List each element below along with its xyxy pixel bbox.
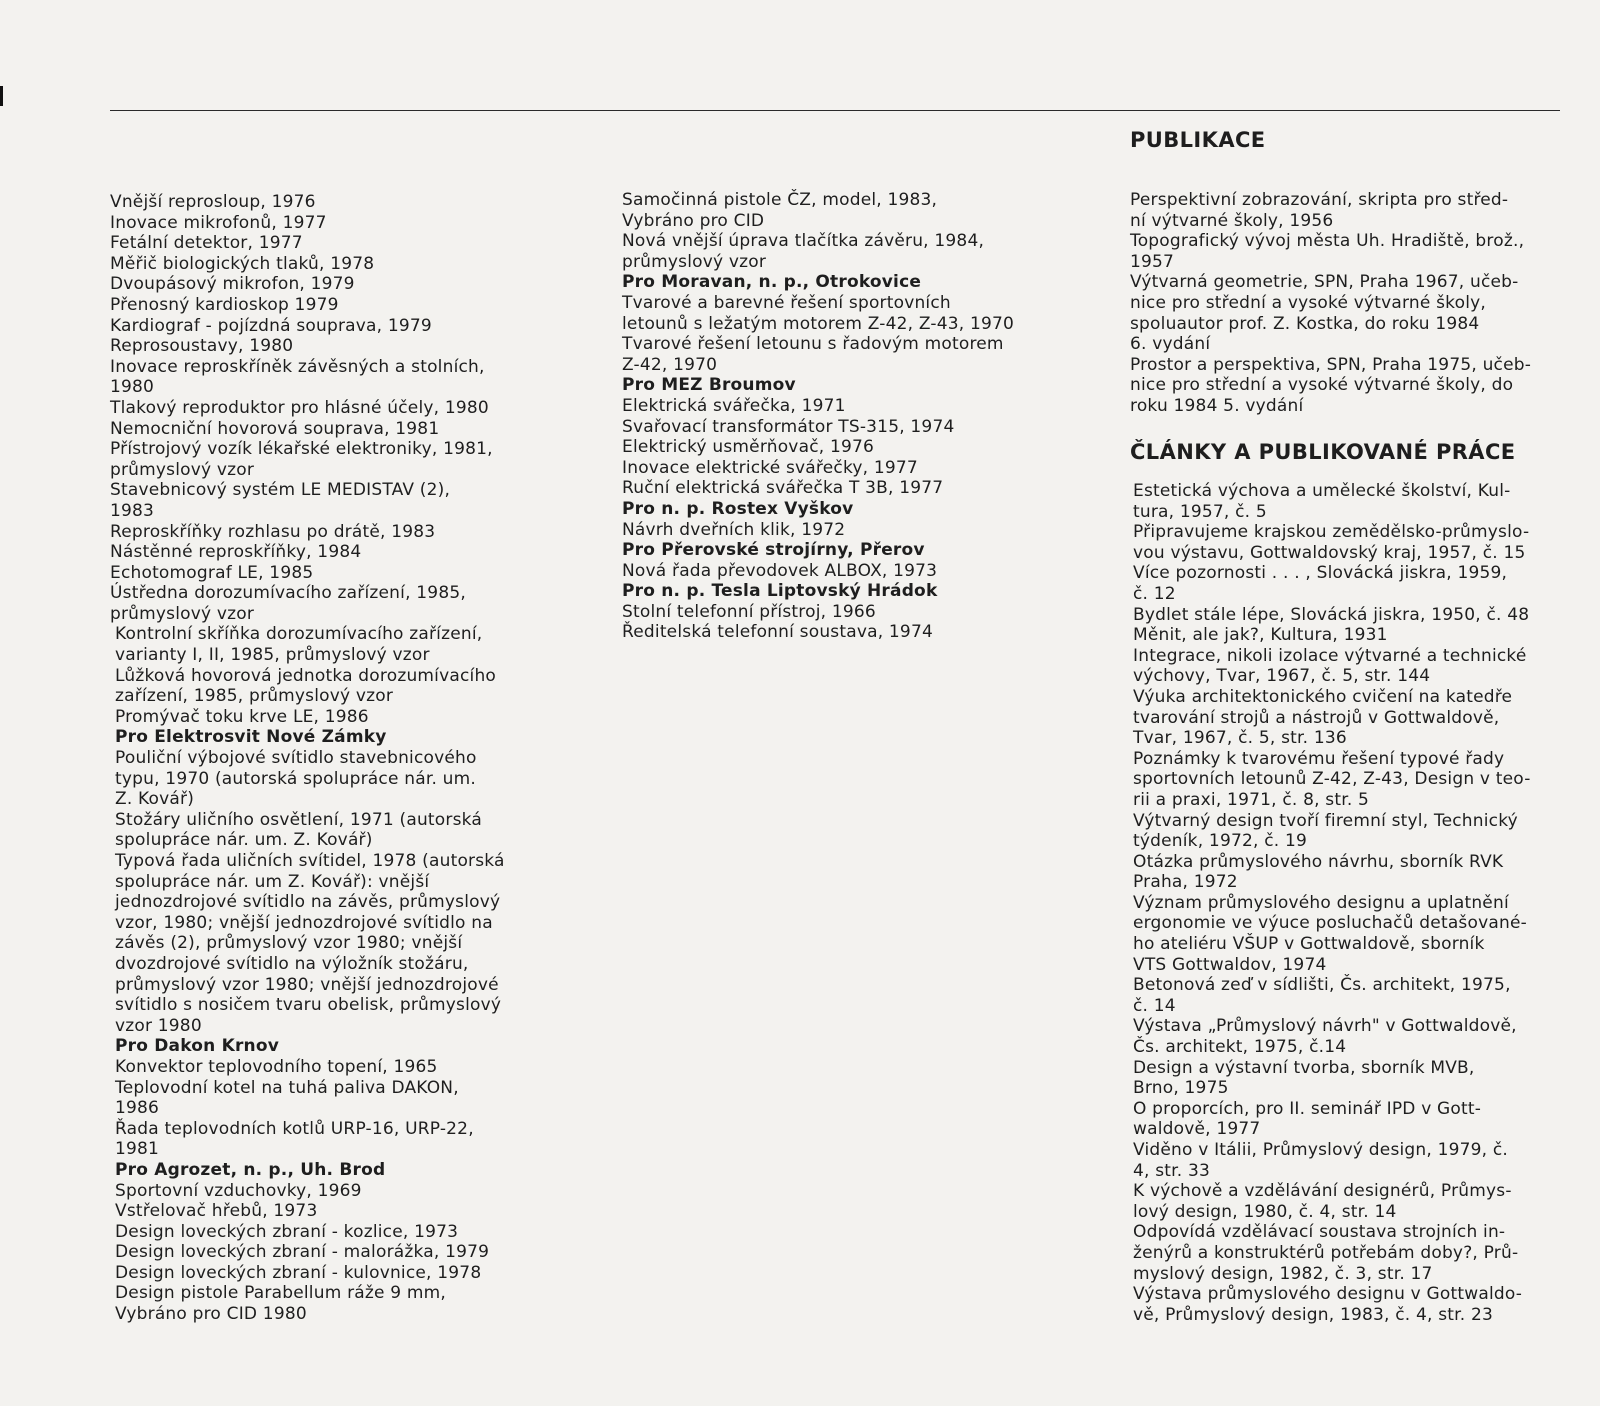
column-2-list — [622, 190, 1052, 643]
list-item: vzor 1980 — [115, 1015, 202, 1036]
list-item: 6. vydání — [1130, 334, 1211, 355]
list-item: Design loveckých zbraní - kozlice, 1973 — [115, 1221, 459, 1242]
list-item: Pouliční výbojové svítidlo stavebnicového — [115, 748, 477, 769]
list-item: Tvar, 1967, č. 5, str. 136 — [1133, 728, 1347, 749]
list-item: Návrh dveřních klik, 1972 — [622, 519, 846, 540]
list-item: 4, str. 33 — [1133, 1160, 1211, 1181]
list-item: průmyslový vzor — [110, 603, 255, 624]
company-heading: Pro n. p. Tesla Liptovský Hrádok — [622, 581, 938, 602]
publikace-list — [1130, 190, 1567, 417]
list-item: Připravujeme krajskou zemědělsko-průmyslo- — [1133, 522, 1530, 543]
list-item: Měřič biologických tlaků, 1978 — [110, 253, 375, 274]
list-item: Estetická výchova a umělecké školství, Kul- — [1133, 481, 1511, 501]
list-item: ergonomie ve výuce posluchačů detašované- — [1133, 913, 1527, 934]
list-item: Inovace reproskříněk závěsných a stolních, — [110, 356, 485, 377]
list-item: Kontrolní skříňka dorozumívacího zařízení, — [115, 624, 483, 645]
list-item: Brno, 1975 — [1133, 1078, 1229, 1099]
list-item: č. 14 — [1133, 995, 1176, 1016]
list-item: Vstřelovač hřebů, 1973 — [115, 1201, 318, 1222]
list-item: vě, Průmyslový design, 1983, č. 4, str. 23 — [1133, 1304, 1494, 1325]
list-item: Tvarové a barevné řešení sportovních — [622, 292, 951, 313]
list-item: Teplovodní kotel na tuhá paliva DAKON, — [115, 1077, 459, 1098]
list-item: nice pro střední a vysoké výtvarné školy, do — [1130, 375, 1514, 396]
company-heading: Pro Přerovské strojírny, Přerov — [622, 540, 925, 561]
list-item: Přístrojový vozík lékařské elektroniky, 1981, — [110, 439, 493, 460]
list-item: Výtvarný design tvoří firemní styl, Technický — [1133, 810, 1518, 831]
publikace-heading: PUBLIKACE — [1130, 128, 1266, 152]
list-item: Praha, 1972 — [1133, 872, 1238, 893]
list-item: č. 12 — [1133, 583, 1176, 604]
list-item: tvarování strojů a nástrojů v Gottwaldově, — [1133, 707, 1500, 728]
list-item: Reproskříňky rozhlasu po drátě, 1983 — [110, 521, 436, 542]
list-item: Nemocniční hovorová souprava, 1981 — [110, 418, 440, 439]
list-item: Topografický vývoj města Uh. Hradiště, brož., — [1130, 231, 1525, 252]
list-item: Inovace mikrofonů, 1977 — [110, 212, 327, 233]
list-item: Výtvarná geometrie, SPN, Praha 1967, učeb- — [1130, 272, 1519, 293]
list-item: Betonová zeď v sídlišti, Čs. architekt, 1975, — [1133, 975, 1511, 996]
list-item: Tvarové řešení letounu s řadovým motorem — [622, 334, 1004, 355]
list-item: varianty I, II, 1985, průmyslový vzor — [115, 645, 430, 666]
list-item: vou výstavu, Gottwaldovský kraj, 1957, č. 15 — [1133, 542, 1526, 563]
list-item: Výstava „Průmyslový návrh" v Gottwaldově, — [1133, 1016, 1517, 1037]
list-item: vzor, 1980; vnější jednozdrojové svítidlo na — [115, 912, 493, 933]
list-item: rii a praxi, 1971, č. 8, str. 5 — [1133, 789, 1370, 810]
list-item: Dvoupásový mikrofon, 1979 — [110, 274, 355, 295]
list-item: týdeník, 1972, č. 19 — [1133, 831, 1307, 852]
list-item: průmyslový vzor — [110, 459, 255, 480]
list-item: ho ateliéru VŠUP v Gottwaldově, sborník — [1133, 934, 1485, 955]
company-heading: Pro Moravan, n. p., Otrokovice — [622, 272, 922, 293]
list-item: Měnit, ale jak?, Kultura, 1931 — [1133, 625, 1388, 646]
list-item: 1981 — [115, 1139, 160, 1160]
list-item: Vnější reprosloup, 1976 — [110, 192, 316, 212]
clanky-list — [1133, 481, 1570, 1325]
list-item: Reprosoustavy, 1980 — [110, 336, 294, 357]
page-edge-mark — [0, 86, 3, 106]
list-item: myslový design, 1982, č. 3, str. 17 — [1133, 1263, 1433, 1284]
list-item: dvozdrojové svítidlo na výložník stožáru, — [115, 953, 469, 974]
list-item: Vybráno pro CID — [622, 210, 765, 231]
company-heading: Pro Elektrosvit Nové Zámky — [115, 727, 387, 748]
list-item: Promývač toku krve LE, 1986 — [115, 706, 369, 727]
list-item: letounů s ležatým motorem Z-42, Z-43, 1970 — [622, 313, 1015, 334]
list-item: Elektrický usměrňovač, 1976 — [622, 437, 875, 458]
list-item: Fetální detektor, 1977 — [110, 233, 303, 254]
list-item: Viděno v Itálii, Průmyslový design, 1979, č. — [1133, 1140, 1509, 1160]
company-heading: Pro MEZ Broumov — [622, 375, 796, 396]
list-item: spolupráce nár. um. Z. Kovář) — [115, 830, 373, 851]
list-item: tura, 1957, č. 5 — [1133, 501, 1267, 522]
list-item: Výstava průmyslového designu v Gottwaldo- — [1133, 1284, 1523, 1305]
list-item: Elektrická svářečka, 1971 — [622, 395, 846, 416]
list-item: roku 1984 5. vydání — [1130, 395, 1304, 416]
list-item: Výuka architektonického cvičení na katedře — [1133, 686, 1513, 707]
list-item: Ředitelská telefonní soustava, 1974 — [622, 622, 933, 643]
list-item: Design a výstavní tvorba, sborník MVB, — [1133, 1057, 1475, 1078]
list-item: Inovace elektrické svářečky, 1977 — [622, 457, 918, 478]
list-item: Čs. architekt, 1975, č.14 — [1133, 1037, 1347, 1058]
clanky-heading: ČLÁNKY A PUBLIKOVANÉ PRÁCE — [1130, 440, 1516, 464]
list-item: Otázka průmyslového návrhu, sborník RVK — [1133, 851, 1504, 872]
list-item: Perspektivní zobrazování, skripta pro střed- — [1130, 190, 1509, 210]
list-item: Bydlet stále lépe, Slovácká jiskra, 1950, č. 48 — [1133, 604, 1530, 625]
list-item: Stolní telefonní přístroj, 1966 — [622, 601, 876, 622]
list-item: lový design, 1980, č. 4, str. 14 — [1133, 1201, 1397, 1222]
list-item: 1980 — [110, 377, 155, 398]
list-item: Samočinná pistole ČZ, model, 1983, — [622, 190, 938, 210]
list-item: zařízení, 1985, průmyslový vzor — [115, 686, 394, 707]
list-item: ní výtvarné školy, 1956 — [1130, 210, 1334, 231]
list-item: nice pro střední a vysoké výtvarné školy, — [1130, 292, 1486, 313]
list-item: Řada teplovodních kotlů URP-16, URP-22, — [115, 1118, 474, 1139]
company-heading: Pro Agrozet, n. p., Uh. Brod — [115, 1159, 386, 1180]
list-item: Lůžková hovorová jednotka dorozumívacího — [115, 665, 497, 686]
list-item: Prostor a perspektiva, SPN, Praha 1975, učeb- — [1130, 354, 1532, 375]
list-item: Z-42, 1970 — [622, 354, 718, 375]
list-item: výchovy, Tvar, 1967, č. 5, str. 144 — [1133, 666, 1431, 687]
company-heading: Pro Dakon Krnov — [115, 1036, 279, 1057]
list-item: spolupráce nár. um Z. Kovář): vnější — [115, 871, 430, 892]
list-item: Kardiograf - pojízdná souprava, 1979 — [110, 315, 432, 336]
list-item: Typová řada uličních svítidel, 1978 (autorská — [115, 851, 505, 871]
list-item: Přenosný kardioskop 1979 — [110, 294, 339, 315]
list-item: sportovních letounů Z-42, Z-43, Design v teo- — [1133, 769, 1531, 790]
list-item: Stavebnicový systém LE MEDISTAV (2), — [110, 480, 451, 501]
list-item: 1986 — [115, 1098, 160, 1119]
list-item: ženýrů a konstruktérů potřebám doby?, Prů- — [1133, 1242, 1519, 1263]
list-item: závěs (2), průmyslový vzor 1980; vnější — [115, 933, 463, 954]
list-item: jednozdrojové svítidlo na závěs, průmyslový — [115, 892, 501, 913]
list-item: Vybráno pro CID 1980 — [115, 1304, 307, 1325]
list-item: Nástěnné reproskříňky, 1984 — [110, 542, 362, 563]
list-item: Echotomograf LE, 1985 — [110, 562, 314, 583]
list-item: Tlakový reproduktor pro hlásné účely, 1980 — [110, 397, 489, 418]
top-rule — [110, 110, 1560, 111]
list-item: Odpovídá vzdělávací soustava strojních in- — [1133, 1222, 1506, 1243]
list-item: průmyslový vzor 1980; vnější jednozdrojové — [115, 974, 499, 995]
list-item: Ruční elektrická svářečka T 3B, 1977 — [622, 478, 944, 499]
list-item: průmyslový vzor — [622, 251, 767, 272]
list-item: Integrace, nikoli izolace výtvarné a technické — [1133, 645, 1527, 666]
list-item: VTS Gottwaldov, 1974 — [1133, 954, 1327, 975]
list-item: waldově, 1977 — [1133, 1119, 1261, 1140]
column-1-list — [110, 192, 555, 1325]
list-item: Design loveckých zbraní - malorážka, 1979 — [115, 1242, 490, 1263]
list-item: Stožáry uličního osvětlení, 1971 (autorská — [115, 809, 482, 830]
list-item: Sportovní vzduchovky, 1969 — [115, 1180, 362, 1201]
list-item: Konvektor teplovodního topení, 1965 — [115, 1056, 438, 1077]
list-item: spoluautor prof. Z. Kostka, do roku 1984 — [1130, 313, 1480, 334]
list-item: svítidlo s nosičem tvaru obelisk, průmyslový — [115, 995, 502, 1016]
list-item: Design loveckých zbraní - kulovnice, 1978 — [115, 1262, 482, 1283]
list-item: Význam průmyslového designu a uplatnění — [1133, 892, 1509, 913]
list-item: Více pozornosti . . . , Slovácká jiskra, 1959, — [1133, 563, 1508, 584]
list-item: 1957 — [1130, 251, 1175, 272]
list-item: Design pistole Parabellum ráže 9 mm, — [115, 1283, 447, 1304]
list-item: Nová řada převodovek ALBOX, 1973 — [622, 560, 938, 581]
company-heading: Pro n. p. Rostex Vyškov — [622, 498, 854, 519]
list-item: K výchově a vzdělávání designérů, Průmys- — [1133, 1181, 1512, 1202]
list-item: Nová vnější úprava tlačítka závěru, 1984, — [622, 231, 985, 252]
list-item: Ústředna dorozumívacího zařízení, 1985, — [110, 583, 466, 604]
list-item: Z. Kovář) — [115, 789, 195, 810]
list-item: Svařovací transformátor TS-315, 1974 — [622, 416, 955, 437]
list-item: typu, 1970 (autorská spolupráce nár. um. — [115, 768, 476, 789]
list-item: O proporcích, pro II. seminář IPD v Gott- — [1133, 1098, 1482, 1119]
list-item: Poznámky k tvarovému řešení typové řady — [1133, 748, 1505, 769]
list-item: 1983 — [110, 500, 155, 521]
